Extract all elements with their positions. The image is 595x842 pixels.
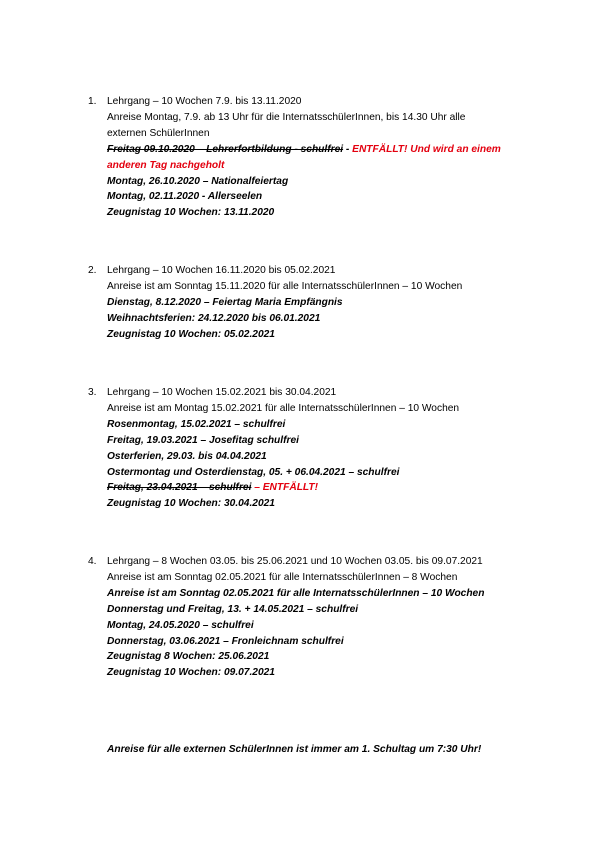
list-number: 1. (88, 96, 97, 107)
list-item: Weihnachtsferien: 24.12.2020 bis 06.01.2021 (107, 312, 321, 324)
section-heading (88, 385, 558, 401)
list-number: 4. (88, 556, 97, 567)
list-item: Donnerstag und Freitag, 13. + 14.05.2021 – schulfrei (107, 603, 359, 615)
list-item: Zeugnistag 10 Wochen: 30.04.2021 (107, 498, 275, 510)
struck-text: Freitag 09.10.2020 – Lehrerfortbildung - schulfrei (107, 143, 344, 155)
list-item: Montag, 24.05.2020 – schulfrei (107, 619, 254, 631)
arrival-text: Anreise ist am Sonntag 15.11.2020 für alle InternatsschülerInnen – 10 Wochen (107, 280, 463, 292)
list-item: Montag, 26.10.2020 – Nationalfeiertag (107, 175, 289, 187)
arrival-text: Anreise ist am Sonntag 02.05.2021 für alle InternatsschülerInnen – 8 Wochen (107, 571, 458, 583)
list-number: 2. (88, 265, 97, 276)
list-item: Zeugnistag 10 Wochen: 13.11.2020 (107, 207, 275, 219)
cancel-note: ENTFÄLLT! Und wird an einem (352, 143, 501, 155)
section-heading (88, 94, 558, 110)
heading-text: Lehrgang – 8 Wochen 03.05. bis 25.06.2021 und 10 Wochen 03.05. bis 09.07.2021 (107, 556, 483, 567)
struck-text: Freitag, 23.04.2021 – schulfrei (107, 482, 252, 494)
arrival-text: Anreise Montag, 7.9. ab 13 Uhr für die InternatsschülerInnen, bis 14.30 Uhr alle (107, 111, 466, 123)
list-item: Ostermontag und Osterdienstag, 05. + 06.04.2021 – schulfrei (107, 466, 400, 478)
list-item: Montag, 02.11.2020 - Allerseelen (107, 191, 263, 203)
heading-text: Lehrgang – 10 Wochen 16.11.2020 bis 05.02.2021 (107, 265, 336, 276)
cancelled-item (88, 142, 558, 158)
cancel-note: – ENTFÄLLT! (251, 482, 318, 494)
section-heading (88, 554, 558, 570)
cancelled-item (88, 480, 558, 496)
list-item: Donnerstag, 03.06.2021 – Fronleichnam schulfrei (107, 635, 344, 647)
section-3 (88, 385, 558, 512)
list-item: Rosenmontag, 15.02.2021 – schulfrei (107, 418, 286, 430)
struck-separator: - (343, 143, 353, 155)
section-1 (88, 94, 558, 221)
arrival-text: Anreise ist am Montag 15.02.2021 für alle InternatsschülerInnen – 10 Wochen (107, 402, 460, 414)
arrival-text: Anreise ist am Sonntag 02.05.2021 für alle InternatsschülerInnen – 10 Wochen (107, 587, 485, 599)
list-item: Osterferien, 29.03. bis 04.04.2021 (107, 450, 267, 462)
cancel-note-continued: anderen Tag nachgeholt (107, 159, 225, 171)
list-item: Dienstag, 8.12.2020 – Feiertag Maria Empfängnis (107, 296, 343, 308)
heading-text: Lehrgang – 10 Wochen 15.02.2021 bis 30.04.2021 (107, 387, 337, 398)
list-number: 3. (88, 387, 97, 398)
list-item: Zeugnistag 10 Wochen: 09.07.2021 (107, 667, 275, 679)
section-heading (88, 263, 558, 279)
list-item: Freitag, 19.03.2021 – Josefitag schulfrei (107, 434, 299, 446)
list-item: Zeugnistag 8 Wochen: 25.06.2021 (107, 651, 270, 663)
list-item: Zeugnistag 10 Wochen: 05.02.2021 (107, 328, 275, 340)
arrival-text-continued: externen SchülerInnen (107, 127, 210, 139)
section-4 (88, 554, 558, 681)
footer-note: Anreise für alle externen SchülerInnen ist immer am 1. Schultag um 7:30 Uhr! (107, 744, 482, 755)
section-2 (88, 263, 558, 343)
heading-text: Lehrgang – 10 Wochen 7.9. bis 13.11.2020 (107, 96, 302, 107)
